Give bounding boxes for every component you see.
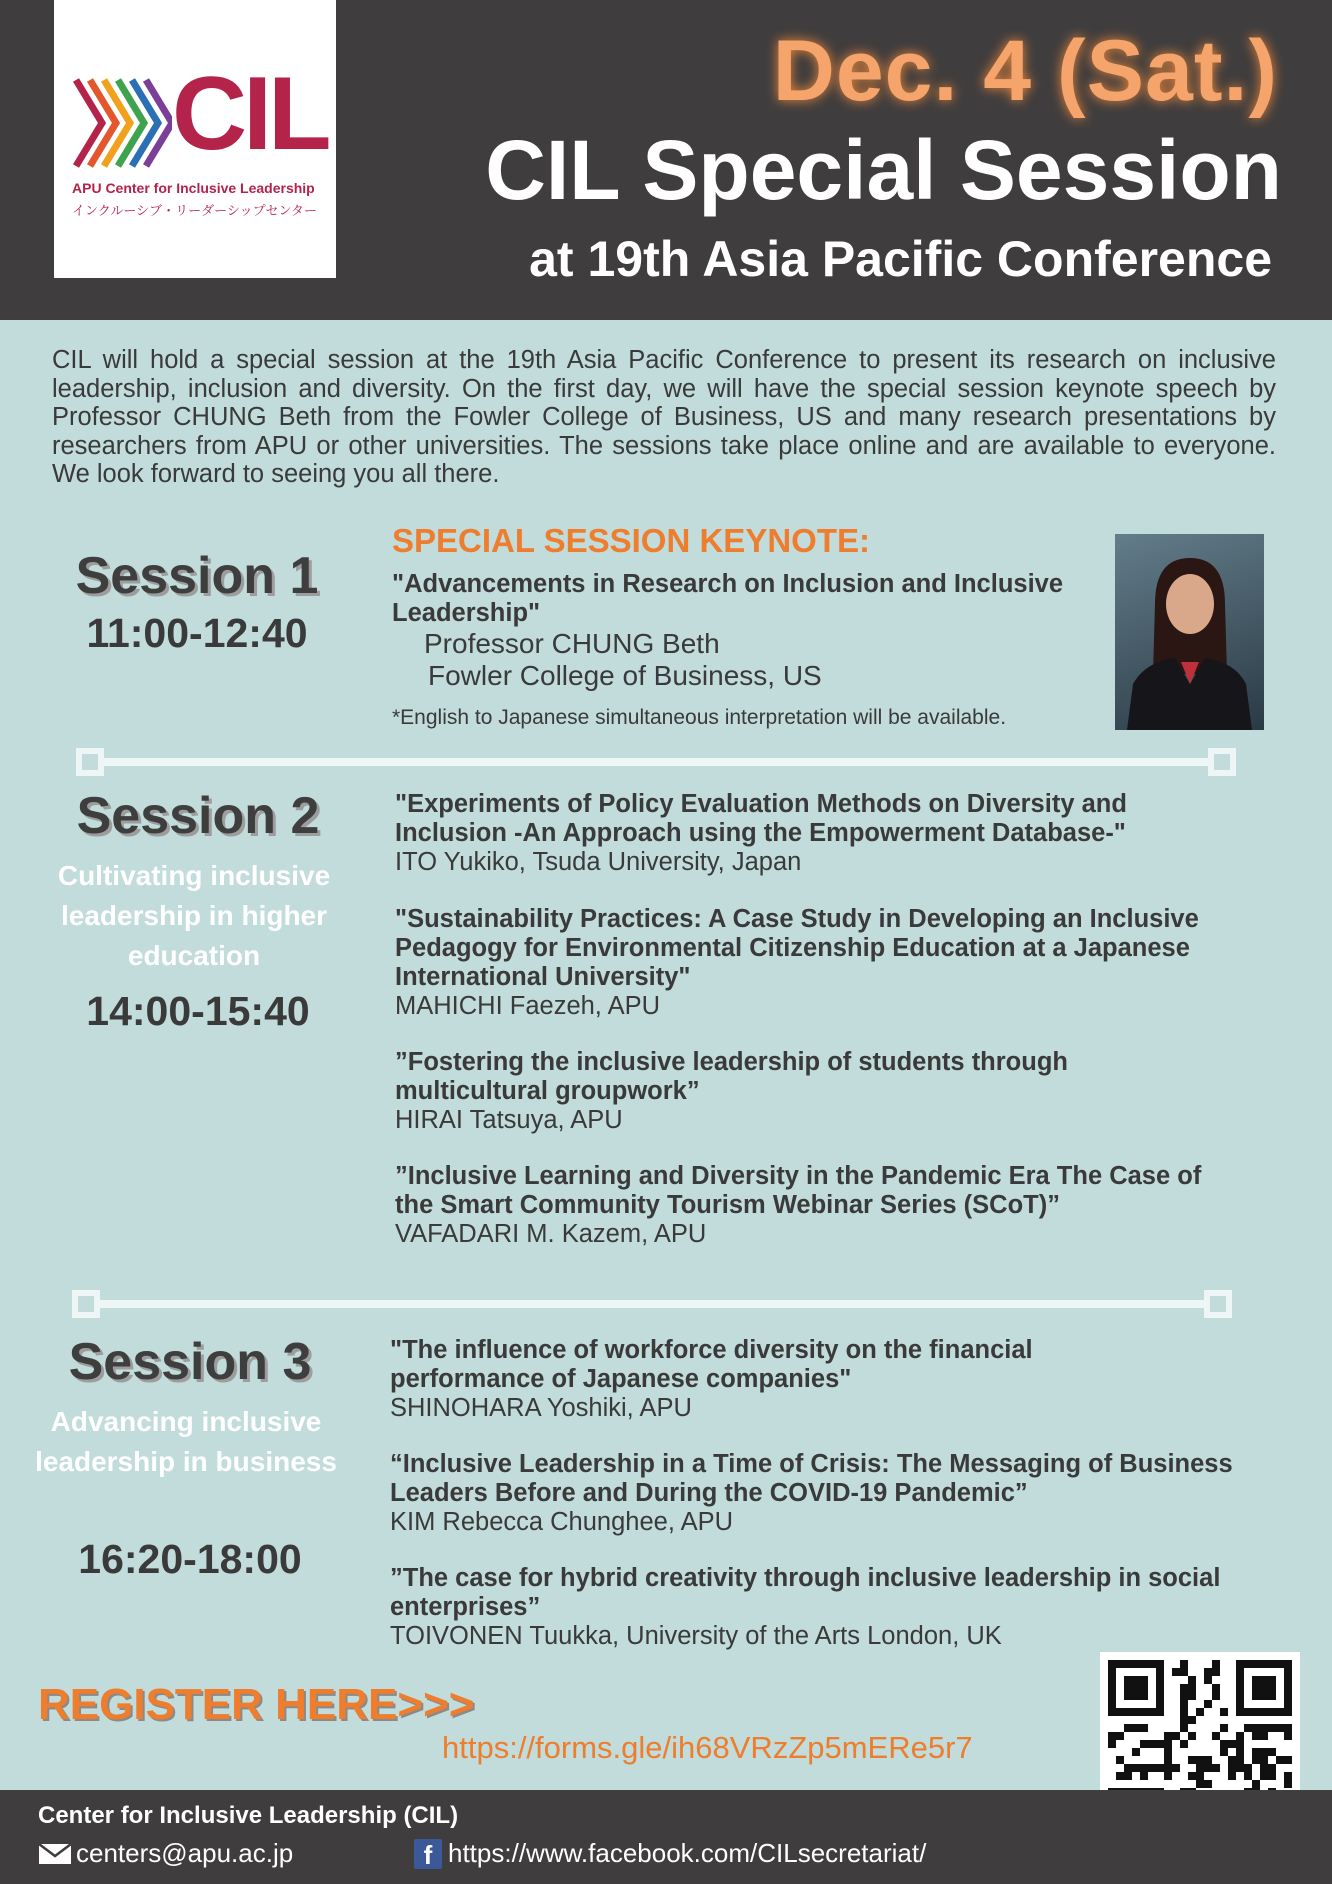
qr-module [1252, 1732, 1260, 1740]
qr-module [1180, 1716, 1188, 1724]
qr-module [1284, 1772, 1292, 1780]
qr-module [1204, 1668, 1212, 1676]
qr-module [1180, 1660, 1188, 1668]
qr-module [1260, 1772, 1268, 1780]
presentation-3-3 [390, 1564, 1250, 1651]
presentation-author: SHINOHARA Yoshiki, APU [390, 1394, 692, 1422]
qr-module [1244, 1764, 1252, 1772]
qr-module [1188, 1772, 1196, 1780]
qr-module [1204, 1700, 1212, 1708]
qr-module [1276, 1756, 1284, 1764]
qr-module [1116, 1772, 1124, 1780]
qr-module [1148, 1740, 1156, 1748]
session-divider-1 [76, 752, 1236, 772]
mail-icon [38, 1842, 72, 1866]
qr-module [1164, 1748, 1172, 1756]
footer-organization: Center for Inclusive Leadership (CIL) [38, 1802, 459, 1829]
event-subtitle: at 19th Asia Pacific Conference [529, 231, 1272, 287]
qr-module [1284, 1724, 1292, 1732]
qr-module [1220, 1740, 1228, 1748]
qr-module [1196, 1764, 1204, 1772]
presentation-3-1 [390, 1336, 1160, 1423]
qr-module [1140, 1764, 1148, 1772]
qr-module [1164, 1740, 1172, 1748]
qr-module [1252, 1724, 1260, 1732]
qr-module [1260, 1732, 1268, 1740]
qr-module [1252, 1748, 1260, 1756]
qr-module [1260, 1756, 1268, 1764]
qr-module [1124, 1772, 1132, 1780]
qr-module [1132, 1748, 1140, 1756]
keynote-affiliation: Fowler College of Business, US [428, 660, 822, 691]
presentation-title: ”Inclusive Learning and Diversity in the Pandemic Era The Case of the Smart Community Tourism Webinar Series (SCoT)” [395, 1162, 1202, 1219]
session-3-theme: Advancing inclusive leadership in business [35, 1406, 337, 1477]
qr-module [1236, 1732, 1244, 1740]
qr-module [1172, 1764, 1180, 1772]
presentation-title: "Sustainability Practices: A Case Study in Developing an Inclusive Pedagogy for Environmental Citizenship Education at a Japanese International University" [395, 905, 1199, 991]
qr-module [1180, 1724, 1188, 1732]
qr-module [1252, 1780, 1260, 1788]
qr-module [1212, 1732, 1220, 1740]
qr-module [1180, 1700, 1188, 1708]
presentation-author: TOIVONEN Tuukka, University of the Arts London, UK [390, 1622, 1002, 1650]
qr-module [1228, 1740, 1236, 1748]
qr-module [1140, 1772, 1148, 1780]
keynote-speaker: Professor CHUNG Beth [424, 628, 720, 659]
qr-module [1196, 1780, 1204, 1788]
qr-module [1212, 1660, 1220, 1668]
qr-module [1116, 1732, 1124, 1740]
qr-module [1204, 1676, 1212, 1684]
presentation-2-3 [395, 1048, 1195, 1135]
keynote-heading: SPECIAL SESSION KEYNOTE: [392, 522, 870, 559]
qr-module [1180, 1692, 1188, 1700]
qr-module [1180, 1668, 1188, 1676]
qr-module [1156, 1740, 1164, 1748]
qr-module [1228, 1756, 1236, 1764]
qr-module [1204, 1756, 1212, 1764]
qr-module [1164, 1756, 1172, 1764]
qr-module [1108, 1732, 1116, 1740]
qr-module [1268, 1724, 1276, 1732]
qr-module [1188, 1676, 1196, 1684]
session-3-name: Session 3 [68, 1333, 312, 1391]
qr-module [1284, 1780, 1292, 1788]
session-1-time: 11:00-12:40 [86, 610, 308, 656]
qr-module [1212, 1692, 1220, 1700]
presentation-2-1 [395, 790, 1245, 877]
logo-line-japanese: インクルーシブ・リーダーシップセンター [72, 203, 317, 218]
intro-paragraph: CIL will hold a special session at the 19th Asia Pacific Conference to present its research on inclusive leadership, inclusion and diversity. On the first day, we will have the special session keynote speech by Professor CHUNG Beth from the Fowler College of Business, US and many research presentations by researchers from APU or other universities. The sessions take place online and are available to everyone. We look forward to seeing you all there. [52, 346, 1276, 488]
cil-logo [54, 0, 336, 278]
presentation-title: “Inclusive Leadership in a Time of Crisis: The Messaging of Business Leaders Before and During the COVID-19 Pandemic” [390, 1450, 1233, 1507]
qr-module [1172, 1732, 1180, 1740]
presentation-title: "Experiments of Policy Evaluation Methods on Diversity and Inclusion -An Approach using the Empowerment Database-" [395, 790, 1127, 847]
qr-module [1268, 1772, 1276, 1780]
qr-module [1196, 1772, 1204, 1780]
registration-link[interactable]: https://forms.gle/ih68VRzZp5mERe5r7 [442, 1730, 973, 1765]
qr-module [1276, 1724, 1284, 1732]
session-2-time: 14:00-15:40 [86, 988, 310, 1034]
footer-facebook[interactable] [414, 1838, 926, 1869]
footer-email-text: centers@apu.ac.jp [76, 1838, 294, 1868]
keynote-block [392, 570, 1092, 692]
qr-module [1164, 1764, 1172, 1772]
session-2-name: Session 2 [76, 787, 320, 845]
qr-module [1164, 1772, 1172, 1780]
qr-module [1180, 1708, 1188, 1716]
qr-module [1228, 1764, 1236, 1772]
event-date: Dec. 4 (Sat.) [772, 23, 1278, 119]
qr-module [1196, 1708, 1204, 1716]
qr-module [1164, 1732, 1172, 1740]
qr-module [1260, 1724, 1268, 1732]
logo-line-english: APU Center for Inclusive Leadership [72, 180, 315, 196]
presentation-title: ”Fostering the inclusive leadership of students through multicultural groupwork” [395, 1048, 1068, 1105]
presentation-title: "The influence of workforce diversity on the financial performance of Japanese companies" [390, 1336, 1033, 1393]
footer-facebook-text: https://www.facebook.com/CILsecretariat/ [448, 1838, 927, 1868]
qr-module [1204, 1764, 1212, 1772]
speaker-photo [1115, 534, 1264, 730]
qr-module [1148, 1764, 1156, 1772]
qr-module [1244, 1772, 1252, 1780]
qr-module [1236, 1748, 1244, 1756]
presentation-3-2 [390, 1450, 1250, 1537]
qr-module [1220, 1748, 1228, 1756]
qr-module [1180, 1740, 1188, 1748]
qr-module [1124, 1764, 1132, 1772]
register-heading: REGISTER HERE>>> [38, 1680, 475, 1729]
qr-module [1124, 1724, 1132, 1732]
keynote-title: "Advancements in Research on Inclusion and Inclusive Leadership" [392, 570, 1064, 627]
interpretation-note: *English to Japanese simultaneous interpretation will be available. [392, 706, 1007, 729]
facebook-icon: f [414, 1839, 442, 1869]
session-3-time: 16:20-18:00 [78, 1536, 302, 1582]
rainbow-chevron-icon [72, 76, 172, 170]
qr-module [1132, 1764, 1140, 1772]
qr-module [1244, 1724, 1252, 1732]
qr-module [1188, 1756, 1196, 1764]
qr-module [1284, 1756, 1292, 1764]
qr-module [1260, 1764, 1268, 1772]
qr-module [1260, 1748, 1268, 1756]
session-2-theme: Cultivating inclusive leadership in higher education [57, 860, 331, 971]
qr-module [1236, 1756, 1244, 1764]
qr-module [1212, 1684, 1220, 1692]
qr-module [1140, 1740, 1148, 1748]
qr-module [1188, 1732, 1196, 1740]
qr-module [1252, 1756, 1260, 1764]
presentation-2-2 [395, 905, 1285, 1021]
qr-module [1188, 1684, 1196, 1692]
presentation-author: HIRAI Tatsuya, APU [395, 1106, 623, 1134]
qr-module [1140, 1724, 1148, 1732]
qr-module [1196, 1756, 1204, 1764]
qr-module [1268, 1764, 1276, 1772]
qr-module [1284, 1732, 1292, 1740]
qr-module [1188, 1716, 1196, 1724]
qr-module [1108, 1740, 1116, 1748]
event-title: CIL Special Session [485, 123, 1282, 217]
qr-module [1124, 1676, 1148, 1700]
qr-module [1204, 1780, 1212, 1788]
speaker-portrait-icon [1115, 534, 1264, 730]
qr-module [1180, 1684, 1188, 1692]
presentation-author: VAFADARI M. Kazem, APU [395, 1220, 707, 1248]
qr-module [1212, 1668, 1220, 1676]
qr-module [1252, 1676, 1276, 1700]
presentation-2-4 [395, 1162, 1235, 1249]
session-divider-2 [72, 1294, 1232, 1314]
qr-module [1236, 1764, 1244, 1772]
presentation-author: KIM Rebecca Chunghee, APU [390, 1508, 734, 1536]
qr-module [1116, 1756, 1124, 1764]
qr-module [1220, 1724, 1228, 1732]
qr-module [1236, 1740, 1244, 1748]
qr-module [1268, 1748, 1276, 1756]
qr-module [1172, 1668, 1180, 1676]
presentation-author: MAHICHI Faezeh, APU [395, 992, 660, 1020]
qr-module [1132, 1724, 1140, 1732]
qr-module [1212, 1764, 1220, 1772]
logo-acronym: CIL [172, 56, 328, 172]
qr-module [1188, 1692, 1196, 1700]
presentation-title: ”The case for hybrid creativity through inclusive leadership in social enterprises” [390, 1564, 1221, 1621]
session-1-name: Session 1 [75, 547, 319, 605]
qr-module [1228, 1772, 1236, 1780]
footer-email[interactable] [38, 1838, 293, 1869]
presentation-author: ITO Yukiko, Tsuda University, Japan [395, 848, 802, 876]
qr-module [1220, 1708, 1228, 1716]
qr-module [1156, 1764, 1164, 1772]
